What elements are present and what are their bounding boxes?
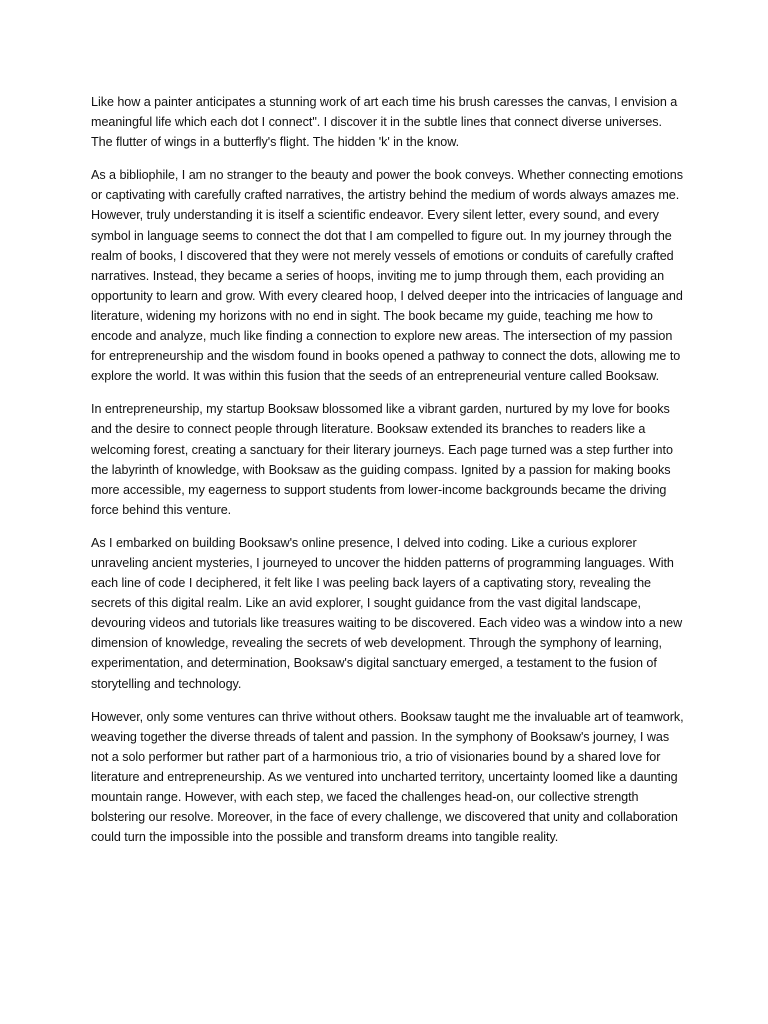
paragraph-3: In entrepreneurship, my startup Booksaw blossomed like a vibrant garden, nurtured by my love for books and the desire to connect people through literature. Booksaw extended its branches to readers like a welcoming forest, creating a sanctuary for their literary journeys. Each page turned was a step further into the labyrinth of knowledge, with Booksaw as the guiding compass. Ignited by a passion for making books more accessible, my eagerness to support students from lower-income backgrounds became the driving force behind this venture. xyxy=(91,402,673,517)
essay-body xyxy=(91,92,685,860)
paragraph-4: As I embarked on building Booksaw's online presence, I delved into coding. Like a curious explorer unraveling ancient mysteries, I journeyed to uncover the hidden patterns of programming languages. With each line of code I deciphered, it felt like I was peeling back layers of a captivating story, revealing the secrets of this digital realm. Like an avid explorer, I sought guidance from the vast digital landscape, devouring videos and tutorials like treasures waiting to be discovered. Each video was a window into a new dimension of knowledge, revealing the secrets of web development. Through the symphony of learning, experimentation, and determination, Booksaw's digital sanctuary emerged, a testament to the fusion of storytelling and technology. xyxy=(91,535,683,691)
paragraph-1: Like how a painter anticipates a stunning work of art each time his brush caresses the canvas, I envision a meaningful life which each dot I connect". I discover it in the subtle lines that connect diverse universes. The flutter of wings in a butterfly's flight. The hidden 'k' in the know. xyxy=(91,95,678,150)
paragraph-2: As a bibliophile, I am no stranger to the beauty and power the book conveys. Whether connecting emotions or captivating with carefully crafted narratives, the artistry behind the medium of words always amazes me. However, truly understanding it is itself a scientific endeavor. Every silent letter, every sound, and every symbol in language seems to connect the dot that I am compelled to figure out. In my journey through the realm of books, I discovered that they were not merely vessels of emotions or conduits of carefully crafted narratives. Instead, they became a series of hoops, inviting me to jump through them, each providing an opportunity to learn and grow. With every cleared hoop, I delved deeper into the intricacies of language and literature, widening my horizons with no end in sight. The book became my guide, teaching me how to encode and analyze, much like finding a connection to explore new areas. The intersection of my passion for entrepreneurship and the wisdom found in books opened a pathway to connect the dots, allowing me to explore the world. It was within this fusion that the seeds of an entrepreneurial venture called Booksaw. xyxy=(91,168,683,384)
paragraph-5: However, only some ventures can thrive without others. Booksaw taught me the invaluable art of teamwork, weaving together the diverse threads of talent and passion. In the symphony of Booksaw's journey, I was not a solo performer but rather part of a harmonious trio, a trio of visionaries bound by a shared love for literature and entrepreneurship. As we ventured into uncharted territory, uncertainty loomed like a daunting mountain range. However, with each step, we faced the challenges head-on, our collective strength bolstering our resolve. Moreover, in the face of every challenge, we discovered that unity and collaboration could turn the impossible into the possible and transform dreams into tangible reality. xyxy=(91,709,684,845)
